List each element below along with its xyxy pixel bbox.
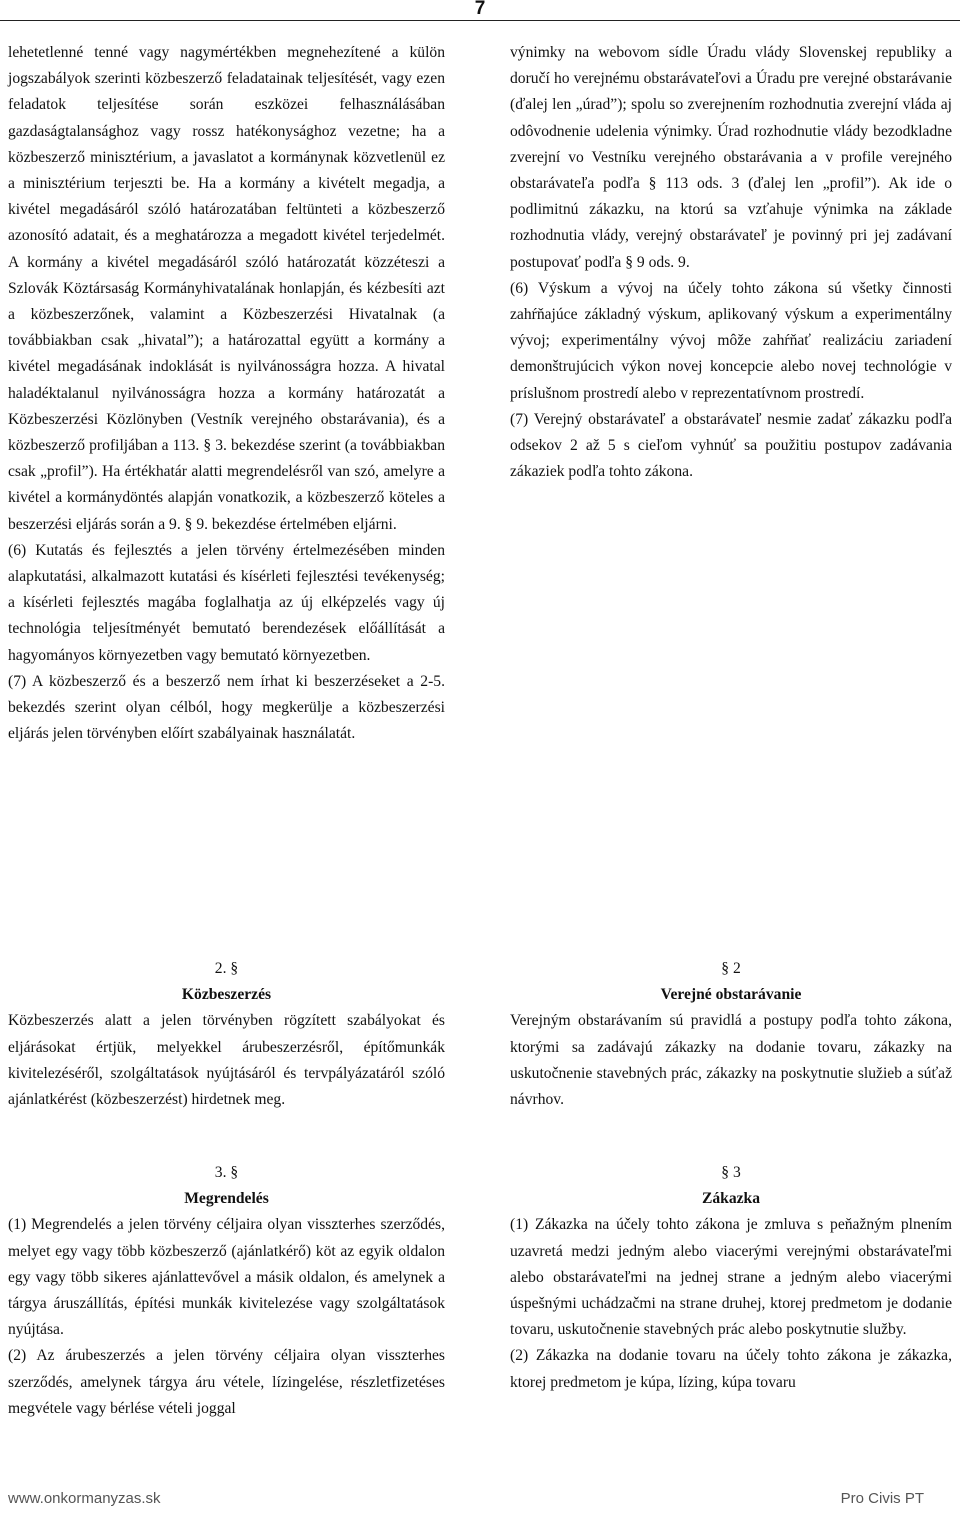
left-section-2-number: 2. § [214,960,239,977]
right-section-2-number: § 2 [721,960,741,977]
right-section-3-title: Zákazka [701,1190,761,1208]
left-intro-text [8,40,445,747]
left-intro-paragraph: (6) Kutatás és fejlesztés a jelen törvény értelmezésében minden alapkutatási, alkalmazott kutatási és kísérleti fejlesztési tevékenység; a kísérleti fejlesztés magába foglalhatja az új elképzelés vagy új technológia teljesítményét bemutató berendezések előállítását a hagyományos környezetben vagy bemutató környezetben. [8,541,445,664]
left-section-3-paragraph: (2) Az árubeszerzés a jelen törvény céljaira olyan visszterhes szerződés, amelynek tárgya áru vétele, lízingelése, részletfizetéses megvétele vagy bérlése vételi joggal [8,1347,445,1417]
right-section-3-paragraph: (2) Zákazka na dodanie tovaru na účely tohto zákona je zákazka, ktorej predmetom je kúpa, lízing, kúpa tovaru [510,1347,952,1391]
left-section-3-title: Megrendelés [184,1190,269,1208]
left-section-3-number: 3. § [214,1164,239,1181]
left-section-2 [8,956,445,1113]
right-section-3-paragraph: (1) Zákazka na účely tohto zákona je zmluva s peňažným plnením uzavretá medzi jedným alebo viacerými verejnými obstarávateľmi alebo obstarávateľmi na jednej strane a jedným alebo viacerými úspešnými uchádzačmi na strane druhej, ktorej predmetom je dodanie tovaru, uskutočnenie stavebných prác alebo poskytnutie služby. [510,1216,952,1339]
left-section-3-paragraph: (1) Megrendelés a jelen törvény céljaira olyan visszterhes szerződés, melyet egy vagy több közbeszerző (ajánlatkérő) köt az egyik oldalon egy vagy több sikeres ajánlattevővel a másik oldalon, és amelynek a tárgya áruszállítás, építési munkák kivitelezése vagy szolgáltatások nyújtása. [8,1216,445,1339]
right-section-2-title: Verejné obstarávanie [660,986,802,1004]
right-intro-paragraph: (6) Výskum a vývoj na účely tohto zákona sú všetky činnosti zahŕňajúce základný výskum, aplikovaný výskum a experimentálny vývoj; experimentálny vývoj môže zahŕňať realizáciu zariadení demonštrujúcich výkon novej koncepcie alebo novej technológie v príslušnom prostredí alebo v reprezentatívnom prostredí. [510,279,952,402]
left-section-2-text: Közbeszerzés alatt a jelen törvényben rögzített szabályokat és eljárásokat értjük, melyekkel árubeszerzésről, építőmunkák kivitelezéséről, szolgáltatások nyújtásáról és tervpályázatáról szóló ajánlatkérést (közbeszerzést) hirdetnek meg. [8,1012,445,1109]
right-intro-paragraph: výnimky na webovom sídle Úradu vlády Slovenskej republiky a doručí ho verejnému obstarávateľovi a Úradu pre verejné obstarávanie (ďalej len „úrad”); spolu so zverejnením rozhodnutia zverejní vláda aj odôvodnenie udelenia výnimky. Úrad rozhodnutie vlády bezodkladne zverejní vo Vestníku verejného obstarávania a v profile verejného obstarávateľa podľa § 113 ods. 3 (ďalej len „profil”). Ak ide o podlimitnú zákazku, na ktorú sa vzťahuje výnimka na základe rozhodnutia vlády, verejný obstarávateľ je povinný pri jej zadávaní postupovať podľa § 9 ods. 9. [510,44,952,271]
header-rule [0,20,960,21]
right-section-3 [510,1160,952,1396]
footer-website: www.onkormanyzas.sk [8,1490,161,1507]
footer-publisher: Pro Civis PT [840,1490,924,1507]
left-intro-paragraph: lehetetlenné tenné vagy nagymértékben megnehezítené a külön jogszabályok szerinti közbeszerző feladatainak teljesítését, vagy ezen feladatok teljesítése során eszközei felhasználásában gazdaságtalansághoz vagy rossz hatékonysághoz vezetne; ha a közbeszerző minisztérium, a javaslatot a kormánynak közvetlenül ez a minisztérium terjeszti be. Ha a kormány a kivételt megadja, a kivétel megadásáról szóló határozatában feltünteti a közbeszerző azonosító adatait, és a meghatározza a megadott kivétel terjedelmét. A kormány a kivétel megadásáról szóló határozatát közzéteszi a Szlovák Köztársaság Kormányhivatalának honlapján, és kézbesíti azt a közbeszerzőnek, valamint a Közbeszerzési Hivatalnak (a továbbiakban csak „hivatal”); a határozattal együtt a kormány a kivétel megadásának indoklását is nyilvánosságra hozza. A hivatal haladéktalanul nyilvánosságra hozza a kormány határozatát a Közbeszerzési Közlönyben (Vestník verejného obstarávania), és a közbeszerző profiljában a 113. § 3. bekezdése szerint (a továbbiakban csak „profil”). Ha értékhatár alatti megrendelésről van szó, amelyre a kivétel a kormánydöntés alapján vonatkozik, a közbeszerző köteles a beszerzési eljárás során a 9. § 9. bekezdése értelmében eljárni. [8,44,445,533]
right-section-2-text: Verejným obstarávaním sú pravidlá a postupy podľa tohto zákona, ktorými sa zadávajú zákazky na dodanie tovaru, zákazky na uskutočnenie stavebných prác, zákazky na poskytnutie služieb a súťaž návrhov. [510,1012,952,1109]
left-section-3 [8,1160,445,1422]
page-number: 7 [474,0,486,19]
right-section-3-number: § 3 [721,1164,741,1181]
right-section-2 [510,956,952,1113]
right-intro-paragraph: (7) Verejný obstarávateľ a obstarávateľ nesmie zadať zákazku podľa odsekov 2 až 5 s cieľom vyhnúť sa použitiu postupov zadávania zákaziek podľa tohto zákona. [510,410,952,481]
right-intro-text [510,40,952,485]
left-section-2-title: Közbeszerzés [181,986,272,1004]
left-intro-paragraph: (7) A közbeszerző és a beszerző nem írhat ki beszerzéseket a 2-5. bekezdés szerint olyan célból, hogy megkerülje a közbeszerzési eljárás jelen törvényben előírt szabályainak használatát. [8,672,445,743]
